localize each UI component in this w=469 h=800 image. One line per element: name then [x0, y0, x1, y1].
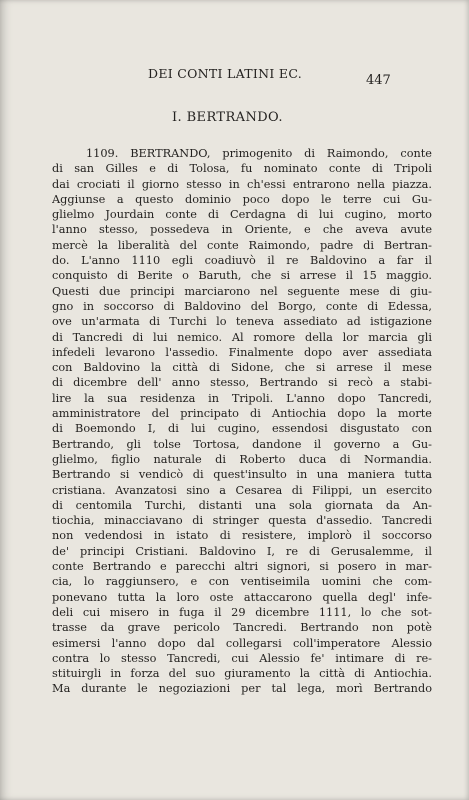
text-line: di san Gilles e di Tolosa, fu nominato conte di Tripoli — [52, 162, 432, 176]
text-line: Aggiunse a questo dominio poco dopo le terre cui Gu- — [52, 192, 432, 206]
body-paragraph — [52, 146, 432, 697]
text-line: contra lo stesso Tancredi, cui Alessio fe' intimare di re- — [52, 651, 432, 665]
text-line: de' principi Cristiani. Baldovino I, re di Gerusalemme, il — [52, 544, 432, 558]
text-line: dai crociati il giorno stesso in ch'essi entrarono nella piazza. — [52, 177, 432, 191]
text-line: do. L'anno 1110 egli coadiuvò il re Baldovino a far il — [52, 254, 432, 268]
text-line: mercè la liberalità del conte Raimondo, padre di Bertran- — [52, 238, 432, 252]
page-number: 447 — [366, 73, 391, 88]
text-line: Bertrando si vendicò di quest'insulto in una maniera tutta — [52, 468, 432, 482]
text-line: di centomila Turchi, distanti una sola giornata da An- — [52, 498, 432, 512]
running-head: DEI CONTI LATINI EC. — [148, 66, 303, 81]
text-line: stituirgli in forza del suo giuramento la città di Antiochia. — [52, 667, 432, 681]
text-line: di dicembre dell' anno stesso, Bertrando si recò a stabi- — [52, 376, 432, 390]
text-line: di Boemondo I, di lui cugino, essendosi disgustato con — [52, 422, 432, 436]
text-line: conte Bertrando e parecchi altri signori, si posero in mar- — [52, 560, 432, 574]
text-line: con Baldovino la città di Sidone, che si arrese il mese — [52, 361, 432, 375]
text-line: trasse da grave pericolo Tancredi. Bertrando non potè — [52, 621, 432, 635]
text-line: gno in soccorso di Baldovino del Borgo, conte di Edessa, — [52, 299, 432, 313]
text-line: esimersi l'anno dopo dal collegarsi coll'imperatore Alessio — [52, 636, 432, 650]
section-title: I. BERTRANDO. — [172, 110, 283, 125]
text-line: ponevano tutta la loro oste attaccarono quella degl' infe- — [52, 590, 432, 604]
text-line: l'anno stesso, possedeva in Oriente, e che aveva avute — [52, 223, 432, 237]
text-line: non vedendosi in istato di resistere, implorò il soccorso — [52, 529, 432, 543]
text-line: deli cui misero in fuga il 29 dicembre 1111, lo che sot- — [52, 605, 432, 619]
text-line: conquisto di Berite o Baruth, che si arrese il 15 maggio. — [52, 269, 432, 283]
text-line: tiochia, minacciavano di stringer questa d'assedio. Tancredi — [52, 514, 432, 528]
text-line: di Tancredi di lui nemico. Al romore della lor marcia gli — [52, 330, 432, 344]
text-line: 1109. BERTRANDO, primogenito di Raimondo, conte — [86, 147, 432, 160]
text-line: infedeli levarono l'assedio. Finalmente dopo aver assediata — [52, 345, 432, 359]
text-line: cia, lo raggiunsero, e con ventiseimila uomini che com- — [52, 575, 432, 589]
text-line: ove un'armata di Turchi lo teneva assediato ad istigazione — [52, 315, 432, 329]
text-line: glielmo Jourdain conte di Cerdagna di lui cugino, morto — [52, 208, 432, 222]
text-line: Ma durante le negoziazioni per tal lega, morì Bertrando — [52, 682, 432, 696]
text-line: amministratore del principato di Antiochia dopo la morte — [52, 407, 432, 421]
text-line: cristiana. Avanzatosi sino a Cesarea di Filippi, un esercito — [52, 483, 432, 497]
text-line: lire la sua residenza in Tripoli. L'anno dopo Tancredi, — [52, 391, 432, 405]
text-line: Questi due principi marciarono nel seguente mese di giu- — [52, 284, 432, 298]
text-line: Bertrando, gli tolse Tortosa, dandone il governo a Gu- — [52, 437, 432, 451]
text-line: glielmo, figlio naturale di Roberto duca di Normandia. — [52, 452, 432, 466]
